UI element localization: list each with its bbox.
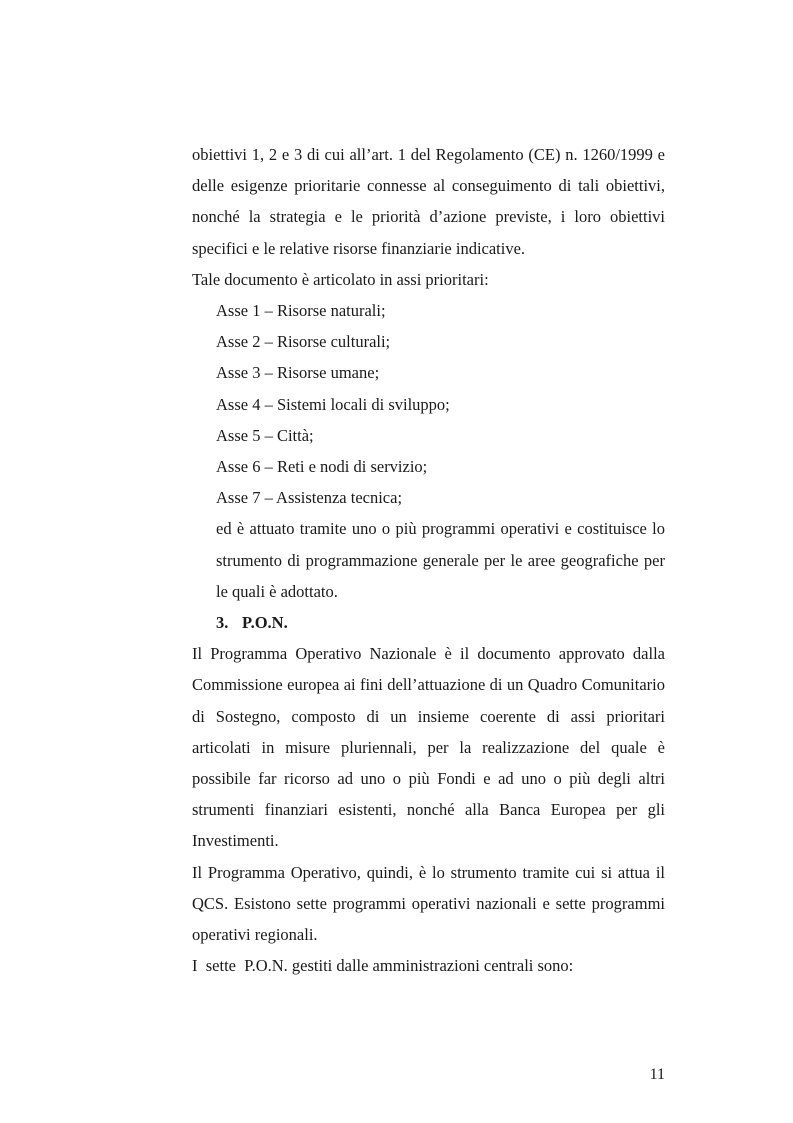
axis-item: Asse 6 – Reti e nodi di servizio; [216, 457, 428, 477]
intro-paragraph: obiettivi 1, 2 e 3 di cui all’art. 1 del Regolamento (CE) n. 1260/1999 e delle esigenze prioritarie connesse al conseguimento di tali obiettivi, nonché la strategia e le priorità d’azione previste, i loro obiettivi specifici e le relative risorse finanziarie indicative. [192, 145, 665, 258]
pon-paragraph-3: I sette P.O.N. gestiti dalle amministrazioni centrali sono: [192, 956, 574, 976]
section-number: 3. [216, 613, 229, 633]
axes-intro: Tale documento è articolato in assi prioritari: [192, 269, 489, 289]
body-text [192, 139, 665, 981]
axis-item: Asse 3 – Risorse umane; [216, 363, 380, 383]
pon-paragraph-1: Il Programma Operativo Nazionale è il documento approvato dalla Commissione europea ai fini dell’attuazione di un Quadro Comunitario di Sostegno, composto di un insieme coerente di assi prioritari articolati in misure pluriennali, per la realizzazione del quale è possibile far ricorso ad uno o più Fondi e ad uno o più degli altri strumenti finanziari esistenti, nonché alla Banca Europea per gli Investimenti. [192, 644, 665, 851]
section-title: P.O.N. [242, 613, 288, 633]
axis-item: Asse 7 – Assistenza tecnica; [216, 488, 403, 508]
axes-conclusion: ed è attuato tramite uno o più programmi operativi e costituisce lo strumento di programmazione generale per le aree geografiche per le quali è adottato. [216, 519, 665, 601]
page-number: 11 [649, 1066, 665, 1083]
axis-item: Asse 5 – Città; [216, 425, 314, 445]
axis-item: Asse 4 – Sistemi locali di sviluppo; [216, 394, 450, 414]
axis-item: Asse 2 – Risorse culturali; [216, 332, 391, 352]
section-heading [192, 607, 665, 638]
axis-item: Asse 1 – Risorse naturali; [216, 301, 386, 321]
pon-paragraph-2: Il Programma Operativo, quindi, è lo strumento tramite cui si attua il QCS. Esistono sette programmi operativi nazionali e sette programmi operativi regionali. [192, 862, 665, 945]
